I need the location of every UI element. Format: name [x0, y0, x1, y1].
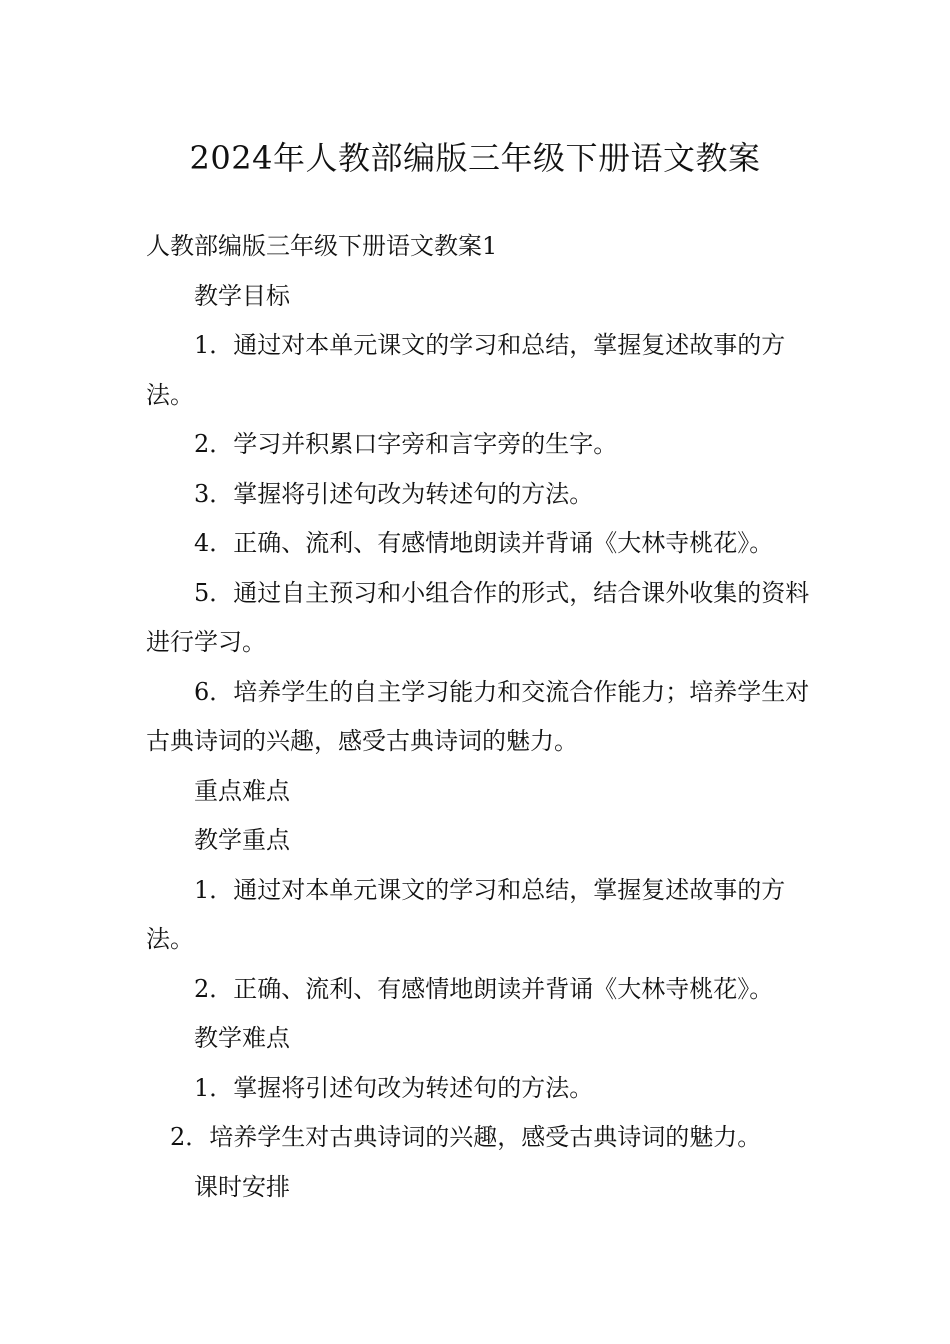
focus-item-2: 2．正确、流利、有感情地朗读并背诵《大林寺桃花》。 [194, 974, 774, 1003]
document-body [146, 222, 810, 1212]
goal-item-1: 1．通过对本单元课文的学习和总结，掌握复述故事的方法。 [146, 331, 786, 409]
heading-key-difficulties: 重点难点 [194, 776, 290, 805]
focus-item-1: 1．通过对本单元课文的学习和总结，掌握复述故事的方法。 [146, 875, 786, 953]
heading-teaching-goals: 教学目标 [194, 281, 290, 310]
difficulty-item-2: 2．培养学生对古典诗词的兴趣，感受古典诗词的魅力。 [170, 1123, 762, 1151]
heading-teaching-difficulties: 教学难点 [194, 1024, 290, 1052]
goal-item-2: 2．学习并积累口字旁和言字旁的生字。 [194, 430, 618, 458]
document-title: 2024年人教部编版三年级下册语文教案 [189, 139, 761, 177]
goal-item-5: 5．通过自主预习和小组合作的形式，结合课外收集的资料进行学习。 [146, 578, 810, 656]
heading-teaching-focus: 教学重点 [194, 826, 290, 854]
goal-item-4: 4．正确、流利、有感情地朗读并背诵《大林寺桃花》。 [194, 529, 774, 557]
difficulty-item-1: 1．掌握将引述句改为转述句的方法。 [194, 1073, 594, 1102]
section-heading: 人教部编版三年级下册语文教案1 [146, 232, 498, 260]
goal-item-6: 6．培养学生的自主学习能力和交流合作能力；培养学生对古典诗词的兴趣，感受古典诗词的魅力。 [146, 677, 810, 755]
heading-class-schedule: 课时安排 [194, 1172, 290, 1201]
goal-item-3: 3．掌握将引述句改为转述句的方法。 [194, 479, 594, 508]
